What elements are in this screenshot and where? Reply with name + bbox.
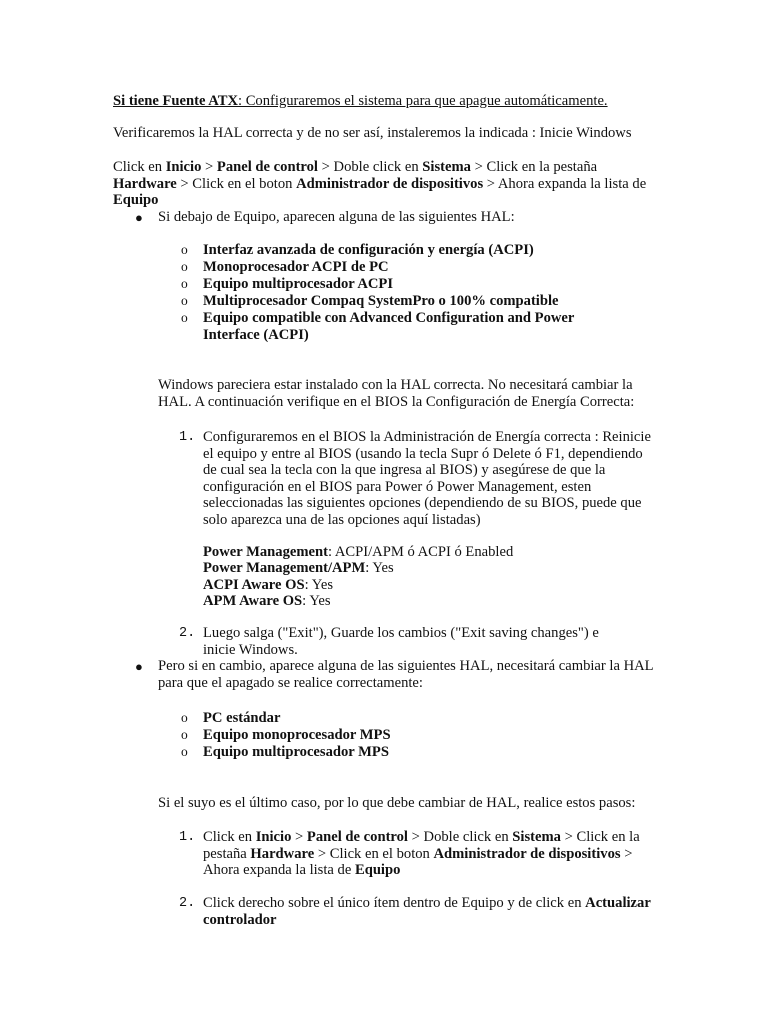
hal-correct-paragraph: Windows pareciera estar instalado con la HAL correcta. No necesitará cambiar la HAL. A continuación verifique en el BIOS la Configuración de Energía Correcta:: [158, 377, 635, 410]
step-panel: Panel de control: [306, 829, 408, 845]
intro-paragraph: Verificaremos la HAL correcta y de no ser así, instaleremos la indicada : Inicie Windows: [113, 125, 632, 141]
step-number: 1.: [179, 430, 196, 445]
nav-sistema: Sistema: [422, 159, 471, 175]
sub-bullet-marker: o: [181, 744, 188, 759]
sub-bullet-marker: o: [181, 727, 188, 742]
hal-change-step-2: [203, 895, 658, 928]
bullet-marker: ●: [135, 210, 143, 225]
setting-key: ACPI Aware OS: [203, 577, 305, 593]
step-hardware: Hardware: [250, 845, 315, 862]
setting-value: : Yes: [365, 560, 394, 576]
hal-name: Equipo monoprocesador MPS: [203, 727, 391, 743]
hal-name: Equipo multiprocesador MPS: [203, 744, 389, 760]
hal-name: Monoprocesador ACPI de PC: [203, 259, 389, 275]
hal-item: [203, 727, 663, 744]
step-number: 2.: [179, 626, 196, 641]
update-driver-label: Actualizar controlador: [203, 895, 651, 928]
sub-bullet-marker: o: [181, 242, 188, 257]
hal-item: [203, 710, 663, 727]
bios-step: Configuraremos en el BIOS la Administración de Energía correcta : Reinicie el equipo y entre al BIOS (usando la tecla Supr ó Delete ó F1, dependiendo de cual sea la tecla con la que ingresa al BIOS) y asegúrese de que la configuración en el BIOS para Power ó Power Management, esten seleccionadas las siguientes opciones (dependiendo de su BIOS, puede que solo aparezca una de las opciones aquí listadas): [203, 429, 651, 528]
step-text: > Click en el boton: [314, 845, 434, 862]
hal-item: [203, 293, 663, 310]
sub-bullet-marker: o: [181, 259, 188, 274]
sub-bullet-marker: o: [181, 293, 188, 308]
step-text: Click derecho sobre el único ítem dentro de Equipo y de click en: [203, 895, 586, 911]
hal-name: Equipo multiprocesador ACPI: [203, 276, 394, 292]
last-case-paragraph: Si el suyo es el último caso, por lo que debe cambiar de HAL, realice estos pasos:: [158, 795, 636, 811]
hal-item: [203, 259, 663, 276]
title-rest: : Configuraremos el sistema para que apague automáticamente.: [238, 93, 608, 109]
nav-text: > Click en el boton: [176, 175, 297, 192]
sub-bullet-marker: o: [181, 710, 188, 725]
sub-bullet-marker: o: [181, 310, 188, 325]
nav-text: > Doble click en: [318, 159, 423, 175]
bullet-item-1: Si debajo de Equipo, aparecen alguna de las siguientes HAL:: [158, 209, 515, 225]
hal-name: Equipo compatible con Advanced Configuration and Power Interface (ACPI): [203, 310, 575, 343]
bios-setting: [203, 544, 663, 561]
hal-item: [203, 276, 663, 293]
section-title: [113, 93, 673, 110]
hal-name: Interfaz avanzada de configuración y energía (ACPI): [203, 242, 534, 258]
nav-admin: Administrador de dispositivos: [296, 175, 484, 192]
nav-text: > Click en la pestaña: [470, 159, 598, 175]
bullet-marker: ●: [135, 659, 143, 674]
setting-key: APM Aware OS: [203, 593, 303, 609]
setting-value: : Yes: [302, 593, 331, 609]
step-equipo: Equipo: [354, 862, 401, 879]
exit-step: Luego salga ("Exit"), Guarde los cambios ("Exit saving changes") e inicie Windows.: [203, 625, 599, 658]
hal-name: Multiprocesador Compaq SystemPro o 100% compatible: [203, 293, 559, 309]
step-admin: Administrador de dispositivos: [433, 845, 621, 862]
step-text: > Doble click en: [408, 829, 513, 845]
step-inicio: Inicio: [255, 829, 292, 845]
step-number: 1.: [179, 830, 196, 845]
nav-inicio: Inicio: [165, 159, 202, 175]
setting-value: : ACPI/APM ó ACPI ó Enabled: [327, 544, 514, 560]
hal-item: [203, 242, 663, 259]
bios-setting: [203, 560, 663, 577]
nav-text: Click en: [113, 159, 166, 175]
hal-name: PC estándar: [203, 710, 281, 726]
bios-setting: [203, 577, 663, 594]
nav-hardware: Hardware: [113, 175, 177, 192]
hal-item: [203, 744, 663, 761]
step-text: > Click en la pestaña: [203, 829, 640, 862]
sub-bullet-marker: o: [181, 276, 188, 291]
step-text: > Ahora expanda la lista de: [203, 845, 633, 879]
step-sistema: Sistema: [512, 829, 561, 845]
hal-item: [203, 310, 623, 343]
bios-setting: [203, 593, 663, 610]
navigation-instructions: [113, 159, 653, 209]
step-number: 2.: [179, 896, 196, 911]
setting-key: Power Management: [203, 544, 328, 560]
title-bold: Si tiene Fuente ATX: [113, 93, 238, 109]
nav-panel: Panel de control: [216, 159, 318, 175]
setting-key: Power Management/APM: [203, 560, 366, 576]
bullet-item-2: Pero si en cambio, aparece alguna de las siguientes HAL, necesitará cambiar la HAL para que el apagado se realice correctamente:: [158, 658, 654, 691]
step-text: >: [291, 829, 307, 845]
setting-value: : Yes: [304, 577, 334, 593]
step-text: Click en: [203, 829, 256, 845]
nav-equipo: Equipo: [113, 192, 159, 209]
nav-text: >: [201, 159, 217, 175]
nav-text: > Ahora expanda la lista de: [483, 175, 647, 192]
hal-change-step-1: [203, 829, 658, 879]
